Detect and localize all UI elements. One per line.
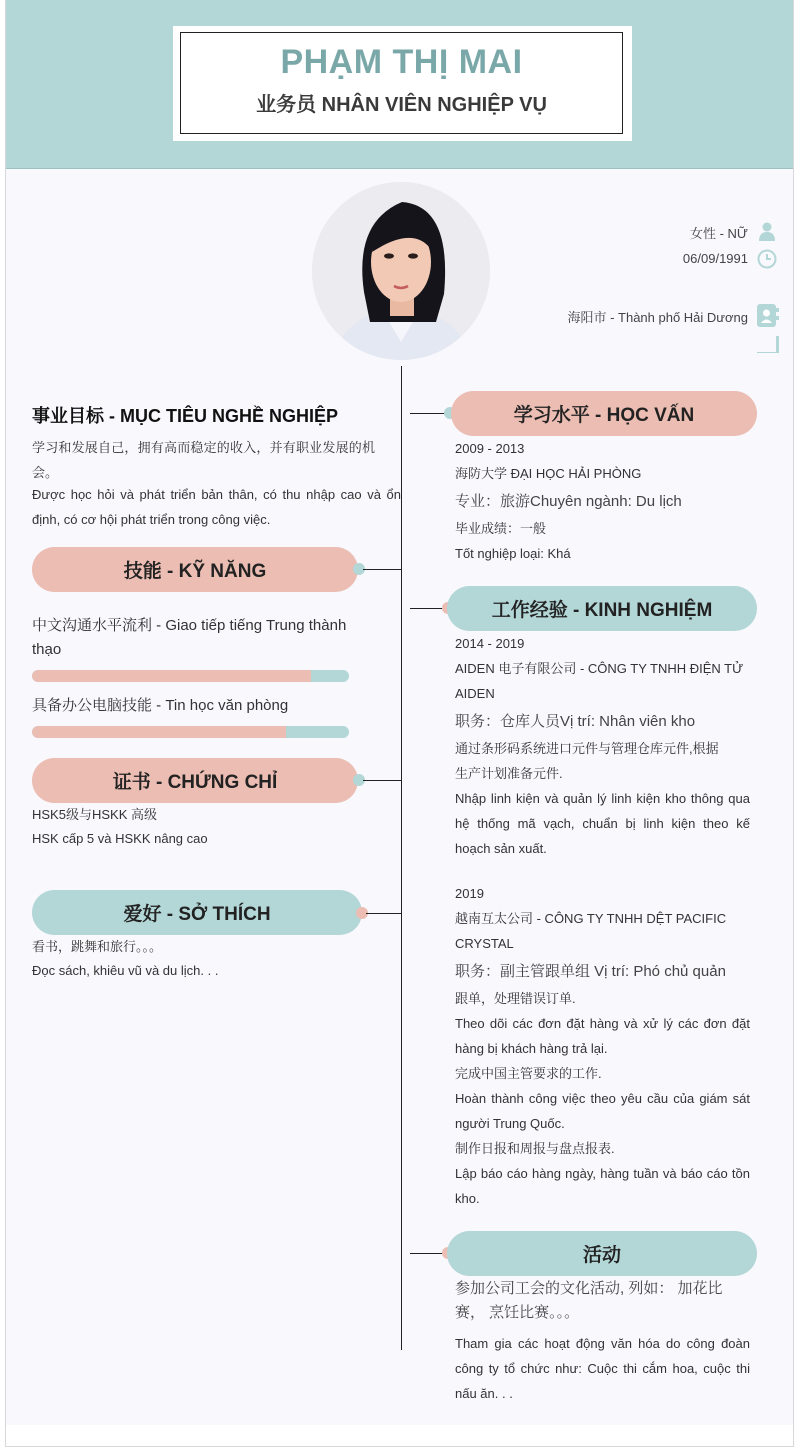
education-connector-line — [410, 413, 446, 414]
name-box — [173, 26, 632, 141]
education-school: 海防大学 ĐẠI HỌC HẢI PHÒNG — [455, 466, 642, 481]
header-banner — [6, 0, 793, 169]
resume-page — [5, 0, 794, 1447]
skill-office-label: 具备办公电脑技能 - Tin học văn phòng — [32, 697, 289, 714]
job2-duty1-cn: 跟单，处理错误订单. — [455, 991, 576, 1006]
hobbies-cn: 看书，跳舞和旅行。。。 — [32, 939, 163, 954]
certificate-cn: HSK5级与HSKK 高级 — [32, 807, 157, 822]
skills-connector-line — [363, 569, 401, 570]
objective-heading: 事业目标 - MỤC TIÊU NGHỀ NGHIỆP — [32, 406, 339, 426]
certificate-vi: HSK cấp 5 và HSKK nâng cao — [32, 831, 208, 846]
education-years: 2009 - 2013 — [455, 441, 525, 456]
job1-desc-cn: 通过条形码系统进口元件与管理仓库元件,根据生产计划准备元件. — [455, 741, 719, 781]
job2-company: 越南互太公司 - CÔNG TY TNHH DỆT PACIFIC CRYSTAL — [455, 911, 727, 951]
education-grade-cn: 毕业成绩：一般 — [455, 521, 547, 536]
person-icon — [757, 221, 777, 241]
timeline-line — [401, 366, 402, 1350]
clock-icon — [757, 249, 777, 269]
address-book-icon — [757, 304, 777, 354]
page-footer-strip — [6, 1425, 793, 1446]
experience-heading: 工作经验 - KINH NGHIỆM — [447, 586, 757, 631]
job2-position: 职务：副主管跟单组 Vị trí: Phó chủ quản — [455, 963, 726, 980]
job-title: 业务员 NHÂN VIÊN NGHIỆP VỤ — [256, 94, 547, 116]
profile-photo — [312, 182, 490, 360]
activities-heading: 活动 — [447, 1231, 757, 1276]
objective-text-cn: 学习和发展自己，拥有高而稳定的收入，并有职业发展的机会。 — [32, 440, 375, 480]
skill-chinese-bar — [32, 670, 349, 682]
education-heading: 学习水平 - HỌC VẤN — [451, 391, 757, 436]
hobbies-vi: Đọc sách, khiêu vũ và du lịch. . . — [32, 963, 219, 978]
candidate-name: PHẠM THỊ MAI — [280, 43, 523, 81]
activities-cn: 参加公司工会的文化活动, 列如： 加花比赛， 烹饪比赛。。。 — [455, 1280, 723, 1321]
skills-heading: 技能 - KỸ NĂNG — [32, 547, 358, 592]
experience-connector-line — [410, 608, 444, 609]
job2-duty2-vi: Hoàn thành công việc theo yêu cầu của giám sát người Trung Quốc. — [455, 1091, 750, 1131]
activities-connector-line — [410, 1253, 444, 1254]
education-major: 专业：旅游Chuyên ngành: Du lịch — [455, 493, 682, 510]
objective-text-vi: Được học hỏi và phát triển bản thân, có thu nhập cao và ổn định, có cơ hội phát triển trong công việc. — [32, 487, 401, 527]
job2-duty3-vi: Lập báo cáo hàng ngày, hàng tuần và báo cáo tồn kho. — [455, 1166, 750, 1206]
certificates-connector-line — [363, 780, 401, 781]
job2-duty3-cn: 制作日报和周报与盘点报表. — [455, 1141, 615, 1156]
activities-vi: Tham gia các hoạt động văn hóa do công đoàn công ty tổ chức như: Cuộc thi cắm hoa, cuộc thi nấu ăn. . . — [455, 1336, 750, 1401]
job2-duty1-vi: Theo dõi các đơn đặt hàng và xử lý các đơn đặt hàng bị khách hàng trả lại. — [455, 1016, 750, 1056]
job2-duty2-cn: 完成中国主管要求的工作. — [455, 1066, 602, 1081]
hobbies-connector-line — [366, 913, 401, 914]
dob-text: 06/09/1991 — [682, 251, 748, 266]
job1-years: 2014 - 2019 — [455, 636, 525, 651]
job1-desc-vi: Nhập linh kiện và quản lý linh kiện kho thông qua hệ thống mã vạch, chuẩn bị linh kiện theo kế hoạch sản xuất. — [455, 791, 750, 856]
certificates-heading: 证书 - CHỨNG CHỈ — [32, 758, 358, 803]
job1-company: AIDEN 电子有限公司 - CÔNG TY TNHH ĐIỆN TỬ AIDEN — [455, 661, 744, 701]
skill-chinese-label: 中文沟通水平流利 - Giao tiếp tiếng Trung thành thạo — [32, 617, 347, 658]
job2-years: 2019 — [455, 886, 484, 901]
skill-office-bar — [32, 726, 349, 738]
education-grade-vi: Tốt nghiệp loại: Khá — [455, 546, 571, 561]
gender-text: 女性 - NỮ — [689, 226, 748, 241]
job1-position: 职务：仓库人员Vị trí: Nhân viên kho — [455, 713, 696, 730]
address-text: 海阳市 - Thành phố Hải Dương — [567, 310, 748, 325]
hobbies-heading: 爱好 - SỞ THÍCH — [32, 890, 362, 935]
